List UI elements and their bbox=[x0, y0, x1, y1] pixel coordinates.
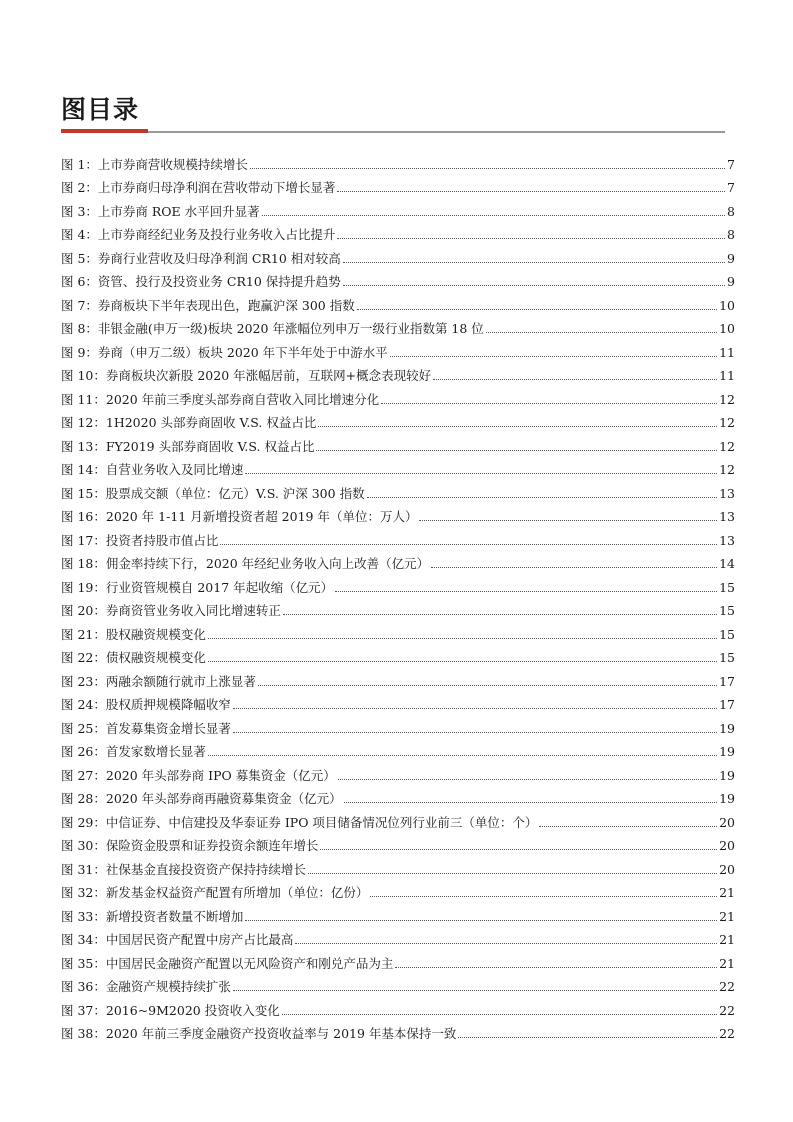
toc-entry-label: 图 1：上市券商营收规模持续增长 bbox=[61, 156, 248, 172]
dot-leader bbox=[233, 708, 717, 709]
toc-entry-label: 图 5：券商行业营收及归母净利润 CR10 相对较高 bbox=[61, 250, 341, 266]
toc-entry-page-number: 9 bbox=[727, 250, 735, 266]
toc-entry-label: 图 35：中国居民金融资产配置以无风险资产和刚兑产品为主 bbox=[61, 955, 394, 971]
toc-entry[interactable] bbox=[61, 549, 735, 573]
dot-leader bbox=[283, 614, 717, 615]
toc-entry[interactable] bbox=[61, 243, 735, 267]
dot-leader bbox=[250, 168, 725, 169]
dot-leader bbox=[295, 943, 717, 944]
toc-entry-label: 图 11：2020 年前三季度头部券商自营收入同比增速分化 bbox=[61, 391, 380, 407]
toc-entry[interactable] bbox=[61, 196, 735, 220]
toc-entry-page-number: 20 bbox=[719, 814, 735, 830]
toc-entry-page-number: 19 bbox=[719, 720, 735, 736]
toc-entry[interactable] bbox=[61, 502, 735, 526]
dot-leader bbox=[395, 967, 717, 968]
toc-entry-label: 图 15：股票成交额（单位：亿元）V.S. 沪深 300 指数 bbox=[61, 485, 365, 501]
toc-entry-label: 图 10：券商板块次新股 2020 年涨幅居前，互联网+概念表现较好 bbox=[61, 368, 432, 383]
toc-entry-label: 图 31：社保基金直接投资资产保持持续增长 bbox=[61, 861, 306, 877]
dot-leader bbox=[344, 802, 717, 803]
toc-entry-label: 图 2：上市券商归母净利润在营收带动下增长显著 bbox=[61, 180, 336, 195]
toc-entry-label: 图 3：上市券商 ROE 水平回升显著 bbox=[61, 203, 260, 219]
dot-leader bbox=[220, 544, 717, 545]
toc-entry-label: 图 28：2020 年头部券商再融资募集资金（亿元） bbox=[61, 791, 342, 806]
dot-leader bbox=[245, 473, 717, 474]
toc-entry[interactable] bbox=[61, 690, 735, 714]
toc-entry[interactable] bbox=[61, 431, 735, 455]
toc-entry-label: 图 17：投资者持股市值占比 bbox=[61, 532, 219, 548]
dot-leader bbox=[262, 215, 725, 216]
toc-entry[interactable] bbox=[61, 596, 735, 620]
dot-leader bbox=[337, 238, 725, 239]
toc-entry-label: 图 12：1H2020 头部券商固收 V.S. 权益占比 bbox=[61, 415, 317, 430]
dot-leader bbox=[458, 1037, 717, 1038]
toc-entry[interactable] bbox=[61, 478, 735, 502]
dot-leader bbox=[335, 591, 717, 592]
toc-entry[interactable] bbox=[61, 361, 735, 385]
toc-entry-page-number: 10 bbox=[719, 297, 735, 313]
toc-entry-page-number: 19 bbox=[719, 767, 735, 783]
dot-leader bbox=[258, 685, 717, 686]
toc-entry[interactable] bbox=[61, 455, 735, 479]
figure-list bbox=[61, 149, 735, 1042]
dot-leader bbox=[208, 661, 717, 662]
toc-entry[interactable] bbox=[61, 572, 735, 596]
title-accent-bar bbox=[61, 129, 148, 133]
toc-entry[interactable] bbox=[61, 760, 735, 784]
toc-entry-page-number: 8 bbox=[727, 227, 735, 242]
toc-entry[interactable] bbox=[61, 337, 735, 361]
toc-entry[interactable] bbox=[61, 643, 735, 667]
toc-entry[interactable] bbox=[61, 619, 735, 643]
toc-entry-page-number: 19 bbox=[719, 744, 735, 759]
dot-leader bbox=[337, 191, 725, 192]
toc-entry[interactable] bbox=[61, 666, 735, 690]
dot-leader bbox=[208, 755, 717, 756]
dot-leader bbox=[316, 450, 717, 451]
toc-entry-page-number: 7 bbox=[727, 180, 735, 195]
toc-entry-label: 图 23：两融余额随行就市上涨显著 bbox=[61, 673, 256, 689]
dot-leader bbox=[433, 379, 717, 380]
toc-entry[interactable] bbox=[61, 408, 735, 432]
toc-entry[interactable] bbox=[61, 149, 735, 173]
toc-entry-page-number: 12 bbox=[719, 462, 735, 477]
toc-entry-page-number: 12 bbox=[719, 391, 735, 407]
toc-entry-page-number: 13 bbox=[719, 509, 735, 524]
toc-entry-page-number: 21 bbox=[719, 955, 735, 971]
toc-entry-page-number: 15 bbox=[719, 626, 735, 642]
dot-leader bbox=[282, 1014, 717, 1015]
toc-entry-page-number: 12 bbox=[719, 438, 735, 454]
dot-leader bbox=[390, 356, 717, 357]
page-title: 图目录 bbox=[61, 95, 140, 124]
toc-entry-page-number: 13 bbox=[719, 485, 735, 501]
toc-entry-page-number: 15 bbox=[719, 579, 735, 595]
dot-leader bbox=[539, 826, 717, 827]
toc-entry-page-number: 8 bbox=[727, 203, 735, 219]
toc-entry[interactable] bbox=[61, 972, 735, 996]
toc-entry-label: 图 18：佣金率持续下行，2020 年经纪业务收入向上改善（亿元） bbox=[61, 556, 430, 571]
toc-entry-label: 图 34：中国居民资产配置中房产占比最高 bbox=[61, 932, 294, 947]
toc-entry-page-number: 22 bbox=[719, 979, 735, 994]
dot-leader bbox=[343, 285, 725, 286]
toc-entry-label: 图 37：2016~9M2020 投资收入变化 bbox=[61, 1002, 280, 1018]
toc-entry-page-number: 11 bbox=[719, 344, 735, 360]
toc-entry[interactable] bbox=[61, 784, 735, 808]
toc-entry[interactable] bbox=[61, 948, 735, 972]
toc-entry-label: 图 24：股权质押规模降幅收窄 bbox=[61, 697, 231, 712]
toc-entry-page-number: 22 bbox=[719, 1002, 735, 1018]
toc-entry-label: 图 14：自营业务收入及同比增速 bbox=[61, 462, 244, 477]
toc-entry-label: 图 38：2020 年前三季度金融资产投资收益率与 2019 年基本保持一致 bbox=[61, 1026, 457, 1041]
toc-entry-page-number: 9 bbox=[727, 274, 735, 289]
dot-leader bbox=[357, 309, 717, 310]
toc-entry-page-number: 20 bbox=[719, 861, 735, 877]
toc-entry-label: 图 25：首发募集资金增长显著 bbox=[61, 720, 231, 736]
toc-entry[interactable] bbox=[61, 314, 735, 338]
toc-entry[interactable] bbox=[61, 290, 735, 314]
toc-entry-page-number: 12 bbox=[719, 415, 735, 430]
toc-entry-page-number: 21 bbox=[719, 885, 735, 900]
dot-leader bbox=[320, 849, 717, 850]
toc-entry[interactable] bbox=[61, 220, 735, 244]
dot-leader bbox=[370, 896, 717, 897]
toc-entry-page-number: 19 bbox=[719, 791, 735, 806]
title-divider bbox=[61, 131, 725, 133]
toc-entry-page-number: 21 bbox=[719, 932, 735, 947]
toc-entry-label: 图 6：资管、投行及投资业务 CR10 保持提升趋势 bbox=[61, 274, 341, 289]
dot-leader bbox=[338, 779, 717, 780]
toc-entry-page-number: 14 bbox=[719, 556, 735, 571]
toc-entry[interactable] bbox=[61, 525, 735, 549]
toc-entry-label: 图 32：新发基金权益资产配置有所增加（单位：亿份） bbox=[61, 885, 369, 900]
toc-entry-page-number: 17 bbox=[719, 697, 735, 712]
dot-leader bbox=[381, 403, 717, 404]
toc-entry[interactable] bbox=[61, 173, 735, 197]
dot-leader bbox=[431, 567, 717, 568]
toc-entry-page-number: 21 bbox=[719, 908, 735, 924]
toc-entry[interactable] bbox=[61, 901, 735, 925]
toc-entry-page-number: 15 bbox=[719, 603, 735, 618]
dot-leader bbox=[208, 638, 717, 639]
toc-entry-label: 图 4：上市券商经纪业务及投行业务收入占比提升 bbox=[61, 227, 336, 242]
toc-entry-label: 图 33：新增投资者数量不断增加 bbox=[61, 908, 244, 924]
toc-entry[interactable] bbox=[61, 267, 735, 291]
toc-entry-label: 图 27：2020 年头部券商 IPO 募集资金（亿元） bbox=[61, 767, 336, 783]
toc-entry-page-number: 20 bbox=[719, 838, 735, 853]
toc-entry-label: 图 30：保险资金股票和证券投资余额连年增长 bbox=[61, 838, 319, 853]
toc-entry-label: 图 13：FY2019 头部券商固收 V.S. 权益占比 bbox=[61, 438, 315, 454]
toc-entry-label: 图 29：中信证券、中信建投及华泰证券 IPO 项目储备情况位列行业前三（单位：个） bbox=[61, 814, 538, 830]
toc-entry-page-number: 10 bbox=[719, 321, 735, 336]
toc-entry-page-number: 7 bbox=[727, 156, 735, 172]
toc-entry[interactable] bbox=[61, 1019, 735, 1043]
dot-leader bbox=[318, 426, 717, 427]
toc-entry[interactable] bbox=[61, 807, 735, 831]
toc-entry[interactable] bbox=[61, 831, 735, 855]
toc-entry-label: 图 20：券商资管业务收入同比增速转正 bbox=[61, 603, 281, 618]
toc-entry-label: 图 19：行业资管规模自 2017 年起收缩（亿元） bbox=[61, 579, 334, 595]
toc-entry[interactable] bbox=[61, 713, 735, 737]
toc-entry-label: 图 9：券商（申万二级）板块 2020 年下半年处于中游水平 bbox=[61, 344, 388, 360]
toc-entry-label: 图 22：债权融资规模变化 bbox=[61, 650, 206, 665]
dot-leader bbox=[233, 732, 717, 733]
toc-entry[interactable] bbox=[61, 737, 735, 761]
toc-entry-label: 图 21：股权融资规模变化 bbox=[61, 626, 206, 642]
toc-entry[interactable] bbox=[61, 995, 735, 1019]
toc-entry[interactable] bbox=[61, 878, 735, 902]
toc-entry-page-number: 15 bbox=[719, 650, 735, 665]
toc-entry[interactable] bbox=[61, 854, 735, 878]
dot-leader bbox=[486, 332, 717, 333]
dot-leader bbox=[308, 873, 717, 874]
toc-entry[interactable] bbox=[61, 925, 735, 949]
dot-leader bbox=[343, 262, 725, 263]
toc-entry-label: 图 16：2020 年 1-11 月新增投资者超 2019 年（单位：万人） bbox=[61, 509, 418, 524]
toc-entry[interactable] bbox=[61, 384, 735, 408]
dot-leader bbox=[233, 990, 717, 991]
dot-leader bbox=[419, 520, 717, 521]
toc-entry-label: 图 8：非银金融(申万一级)板块 2020 年涨幅位列申万一级行业指数第 18 位 bbox=[61, 321, 484, 336]
toc-entry-label: 图 36：金融资产规模持续扩张 bbox=[61, 979, 231, 994]
toc-entry-label: 图 7：券商板块下半年表现出色，跑赢沪深 300 指数 bbox=[61, 297, 355, 313]
toc-entry-page-number: 11 bbox=[719, 368, 735, 383]
toc-entry-page-number: 17 bbox=[719, 673, 735, 689]
toc-entry-page-number: 13 bbox=[719, 532, 735, 548]
dot-leader bbox=[245, 920, 717, 921]
dot-leader bbox=[367, 497, 718, 498]
toc-entry-page-number: 22 bbox=[719, 1026, 735, 1041]
toc-entry-label: 图 26：首发家数增长显著 bbox=[61, 744, 206, 759]
